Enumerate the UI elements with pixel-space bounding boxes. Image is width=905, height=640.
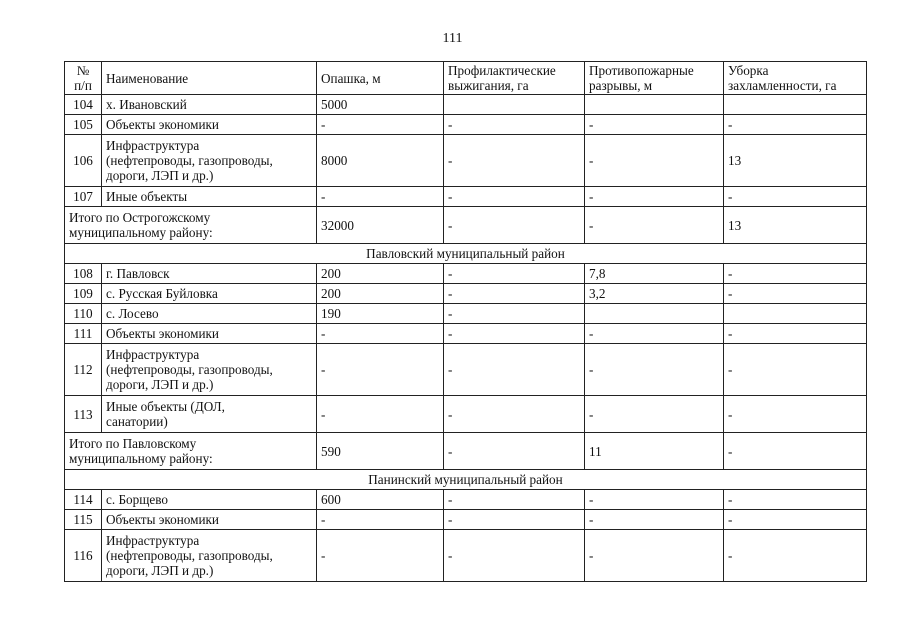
row-opashka: 5000 xyxy=(317,95,444,115)
row-burn: - xyxy=(444,490,585,510)
row-name: Инфраструктура (нефтепроводы, газопроводы, дороги, ЛЭП и др.) xyxy=(102,344,317,396)
total-row xyxy=(65,207,867,244)
row-burn: - xyxy=(444,433,585,470)
row-clean: - xyxy=(724,396,867,433)
row-fire: - xyxy=(585,115,724,135)
row-num: 113 xyxy=(65,396,102,433)
row-fire xyxy=(585,304,724,324)
row-fire: 7,8 xyxy=(585,264,724,284)
row-opashka: 32000 xyxy=(317,207,444,244)
row-burn xyxy=(444,95,585,115)
row-name: Объекты экономики xyxy=(102,115,317,135)
row-name: Иные объекты (ДОЛ, санатории) xyxy=(102,396,317,433)
row-clean: - xyxy=(724,433,867,470)
row-opashka: - xyxy=(317,510,444,530)
row-clean: - xyxy=(724,187,867,207)
row-opashka: 200 xyxy=(317,264,444,284)
row-fire: - xyxy=(585,324,724,344)
table-row xyxy=(65,344,867,396)
table-row xyxy=(65,135,867,187)
row-fire: - xyxy=(585,490,724,510)
table-row xyxy=(65,324,867,344)
table-row xyxy=(65,284,867,304)
page-number: 111 xyxy=(442,31,463,46)
row-name: с. Лосево xyxy=(102,304,317,324)
table-row xyxy=(65,530,867,582)
row-clean: - xyxy=(724,324,867,344)
row-clean: - xyxy=(724,490,867,510)
row-name: Инфраструктура (нефтепроводы, газопроводы, дороги, ЛЭП и др.) xyxy=(102,530,317,582)
table-row xyxy=(65,115,867,135)
table-row xyxy=(65,396,867,433)
row-burn: - xyxy=(444,530,585,582)
row-burn: - xyxy=(444,115,585,135)
header-name: Наименование xyxy=(102,62,317,95)
row-name: с. Русская Буйловка xyxy=(102,284,317,304)
row-num: 106 xyxy=(65,135,102,187)
section-row xyxy=(65,244,867,264)
row-clean: - xyxy=(724,344,867,396)
header-opashka: Опашка, м xyxy=(317,62,444,95)
section-row xyxy=(65,470,867,490)
row-num: 115 xyxy=(65,510,102,530)
table-row xyxy=(65,304,867,324)
row-name: Объекты экономики xyxy=(102,324,317,344)
row-burn: - xyxy=(444,284,585,304)
row-opashka: - xyxy=(317,187,444,207)
row-name: Иные объекты xyxy=(102,187,317,207)
row-num: 107 xyxy=(65,187,102,207)
row-opashka: - xyxy=(317,396,444,433)
row-burn: - xyxy=(444,510,585,530)
table-row xyxy=(65,490,867,510)
row-fire: - xyxy=(585,344,724,396)
row-opashka: 190 xyxy=(317,304,444,324)
row-clean: - xyxy=(724,115,867,135)
row-burn: - xyxy=(444,396,585,433)
row-name: х. Ивановский xyxy=(102,95,317,115)
row-opashka: 590 xyxy=(317,433,444,470)
row-fire: - xyxy=(585,510,724,530)
row-fire: 11 xyxy=(585,433,724,470)
row-name: Инфраструктура (нефтепроводы, газопроводы, дороги, ЛЭП и др.) xyxy=(102,135,317,187)
row-name: с. Борщево xyxy=(102,490,317,510)
header-num: № п/п xyxy=(65,62,102,95)
row-clean: - xyxy=(724,530,867,582)
row-opashka: - xyxy=(317,344,444,396)
row-num: 105 xyxy=(65,115,102,135)
row-fire: - xyxy=(585,187,724,207)
row-burn: - xyxy=(444,264,585,284)
row-clean xyxy=(724,95,867,115)
row-fire xyxy=(585,95,724,115)
section-title: Павловский муниципальный район xyxy=(65,244,867,264)
row-burn: - xyxy=(444,135,585,187)
fire-prevention-table xyxy=(64,61,867,582)
row-fire: 3,2 xyxy=(585,284,724,304)
header-fire: Противопожарные разрывы, м xyxy=(585,62,724,95)
total-row xyxy=(65,433,867,470)
row-clean: - xyxy=(724,510,867,530)
total-label: Итого по Острогожскому муниципальному району: xyxy=(65,207,317,244)
row-burn: - xyxy=(444,187,585,207)
row-num: 110 xyxy=(65,304,102,324)
row-opashka: 600 xyxy=(317,490,444,510)
row-num: 109 xyxy=(65,284,102,304)
row-opashka: - xyxy=(317,530,444,582)
row-clean: - xyxy=(724,264,867,284)
total-label: Итого по Павловскому муниципальному району: xyxy=(65,433,317,470)
row-burn: - xyxy=(444,344,585,396)
row-burn: - xyxy=(444,304,585,324)
section-title: Панинский муниципальный район xyxy=(65,470,867,490)
row-num: 104 xyxy=(65,95,102,115)
row-opashka: - xyxy=(317,115,444,135)
row-fire: - xyxy=(585,396,724,433)
row-opashka: - xyxy=(317,324,444,344)
row-num: 108 xyxy=(65,264,102,284)
header-burn: Профилактические выжигания, га xyxy=(444,62,585,95)
row-fire: - xyxy=(585,207,724,244)
row-num: 111 xyxy=(65,324,102,344)
header-clean: Уборка захламленности, га xyxy=(724,62,867,95)
row-fire: - xyxy=(585,135,724,187)
table-row xyxy=(65,264,867,284)
row-name: г. Павловск xyxy=(102,264,317,284)
row-num: 116 xyxy=(65,530,102,582)
row-name: Объекты экономики xyxy=(102,510,317,530)
row-num: 112 xyxy=(65,344,102,396)
table-row xyxy=(65,187,867,207)
row-burn: - xyxy=(444,207,585,244)
row-fire: - xyxy=(585,530,724,582)
row-clean: - xyxy=(724,284,867,304)
table-row xyxy=(65,95,867,115)
row-clean: 13 xyxy=(724,207,867,244)
table-row xyxy=(65,510,867,530)
row-opashka: 8000 xyxy=(317,135,444,187)
row-burn: - xyxy=(444,324,585,344)
row-num: 114 xyxy=(65,490,102,510)
table-header-row xyxy=(65,62,867,95)
row-clean xyxy=(724,304,867,324)
row-opashka: 200 xyxy=(317,284,444,304)
row-clean: 13 xyxy=(724,135,867,187)
